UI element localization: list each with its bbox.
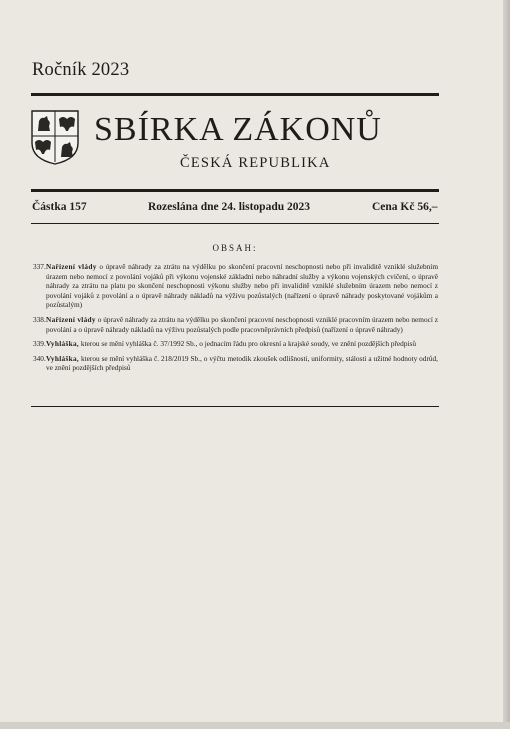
list-item xyxy=(33,354,438,373)
header-rule-top xyxy=(31,93,439,96)
page-edge xyxy=(503,0,510,729)
contents-list xyxy=(33,262,438,378)
list-item xyxy=(33,339,438,349)
item-kind: Nařízení vlády xyxy=(46,262,97,271)
item-text: o úpravě náhrady za ztrátu na výdělku po skončení pracovní neschopnosti vzniklé pracovním úrazem nebo nemocí z povolání a o úpravě náhrady nákladů na výživu pozůstalých podle pracovněprávních předpisů (nařízení o úpravě náhrady) xyxy=(46,314,438,334)
list-item xyxy=(33,315,438,334)
item-kind: Vyhláška, xyxy=(46,353,80,363)
item-number: 338. xyxy=(33,314,46,324)
contents-heading: OBSAH: xyxy=(212,243,258,253)
item-number: 337. xyxy=(33,262,46,271)
header-rule-bottom xyxy=(31,189,439,192)
state-emblem-icon xyxy=(30,109,80,165)
issue-date: Rozeslána dne 24. listopadu 2023 xyxy=(148,201,310,213)
item-number: 339. xyxy=(33,339,46,349)
volume-year: Ročník 2023 xyxy=(32,60,130,80)
contents-end-rule xyxy=(31,406,439,407)
issue-price: Cena Kč 56,– xyxy=(372,201,438,213)
page-bottom-edge xyxy=(0,722,510,729)
country-name: ČESKÁ REPUBLIKA xyxy=(180,155,331,171)
issue-number: Částka 157 xyxy=(32,201,87,213)
item-text: kterou se mění vyhláška č. 37/1992 Sb., o jednacím řádu pro okresní a krajské soudy, ve znění pozdějších předpisů xyxy=(79,339,416,349)
item-text: o úpravě náhrady za ztrátu na výdělku po skončení pracovní neschopnosti nebo při invaliditě vzniklé služebním úrazem nebo nemocí z povolání vojáků při výkonu vojenské základní nebo náhradní služby a výkonu vojenských cvičení, o úpravě náhrady za ztrátu na platu po skončení neschopnosti výkonu služby nebo při invaliditě vzniklé služebním úrazem nebo nemocí z povolání vojáků z povolání a o úpravě náhrady nákladů na výživu pozůstalých (nařízení o úpravě náhrady poskytované vojákům a pozůstalým) xyxy=(46,262,438,310)
item-number: 340. xyxy=(33,353,46,363)
list-item xyxy=(33,262,438,310)
gazette-title: SBÍRKA ZÁKONŮ xyxy=(94,111,382,148)
item-kind: Nařízení vlády xyxy=(46,314,96,324)
item-text: kterou se mění vyhláška č. 218/2019 Sb., o výčtu metodik zkoušek odlišnosti, uniformity, stálosti a užitné hodnoty odrůd, ve znění pozdějších předpisů xyxy=(46,353,438,373)
info-rule xyxy=(31,223,439,224)
item-kind: Vyhláška, xyxy=(46,339,80,349)
